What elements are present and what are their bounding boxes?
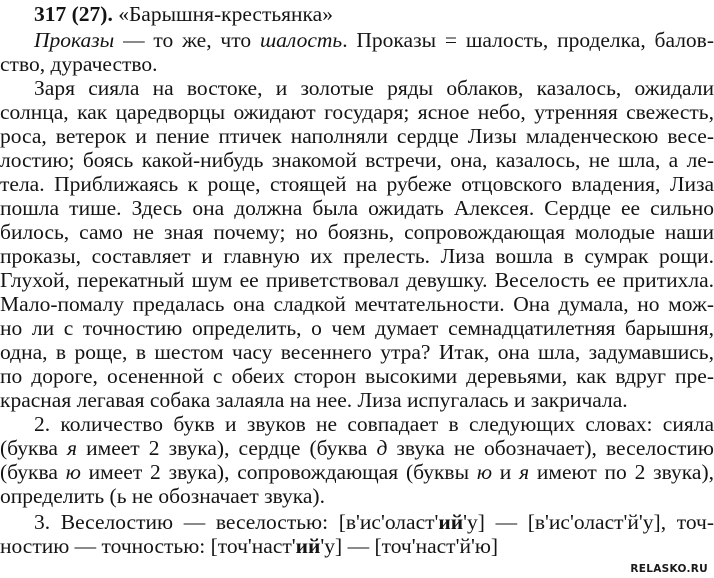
definition-line-1	[34, 28, 714, 52]
text-fragment: (буква	[0, 460, 66, 484]
passage-line: Мало-помалу предалась она сладкой мечтательности. Она думала, но мож-	[0, 292, 714, 316]
text-fragment: имеют по 2 звука),	[529, 460, 714, 484]
exercise-heading	[34, 2, 714, 26]
definition-term: Проказы	[34, 28, 115, 52]
task2-line-4: определить (ь не обозначает звука).	[0, 484, 325, 508]
letter-ya: я	[519, 460, 530, 484]
definition-rest: . Проказы = шалость, проделка, балов-	[342, 28, 714, 52]
passage-line: Заря сияла на востоке, и золотые ряды облаков, казалось, ожидали	[34, 76, 714, 100]
passage-line: солнца, как царедворцы ожидают государя; ясное небо, утренняя свежесть,	[0, 100, 714, 124]
definition-line-2: ство, дурачество.	[0, 52, 158, 76]
exercise-number: 317 (27).	[34, 2, 113, 26]
passage-line: роса, ветерок и пение птичек наполняли сердце Лизы младенческою весе-	[0, 124, 714, 148]
letter-yu: ю	[65, 460, 81, 484]
passage-line: проказы, составляет и главную их прелесть. Лиза вошла в сумрак рощи.	[0, 244, 714, 268]
task2-line-2	[0, 436, 714, 460]
text-fragment: имеет 2 звука), сопровождающая (буквы	[80, 460, 477, 484]
text-fragment: (буква	[0, 436, 67, 460]
letter-d: д	[376, 436, 388, 460]
passage-line: Глухой, перекатный шум ее приветствовал девушку. Веселость ее притихла.	[0, 268, 714, 292]
passage-line: тела. Приближаясь к роще, стоящей на рубеже отцовского владения, Лиза	[0, 172, 714, 196]
text-fragment: ностию — точностью: [точ'наст'	[0, 534, 296, 558]
passage-line: лостию; боясь какой-нибудь знакомой встречи, она, казалось, не шла, а ле-	[0, 148, 714, 172]
letter-ya: я	[66, 436, 77, 460]
letter-yu: ю	[476, 460, 492, 484]
transcription-highlight: ий	[295, 534, 321, 558]
passage-line: красная легавая собака залаяла на нее. Лиза испугалась и закричала.	[0, 388, 628, 412]
definition-dash: — то же, что	[114, 28, 260, 52]
text-fragment: 3. Веселостию — веселостью: [в'ис'оласт'	[34, 510, 439, 534]
watermark-logo: RELASKO.RU	[630, 563, 708, 575]
passage-line: по дороге, осененной с обеих сторон высокими деревьями, как вдруг пре-	[0, 364, 714, 388]
text-fragment: звука не обозначает), веселостию	[387, 436, 714, 460]
passage-line: билось, само не зная почему; но боязнь, сопровождающая молодые наши	[0, 220, 714, 244]
passage-line: одна, в роще, в шестом часу весеннего утра? Итак, она шла, задумавшись,	[0, 340, 714, 364]
passage-line: но ли с точностию определить, о чем думает семнадцатилетняя барышня,	[0, 316, 714, 340]
text-fragment: 'у] — [точ'наст'й'ю]	[320, 534, 499, 558]
task3-line-2	[0, 534, 714, 558]
text-fragment: 'у] — [в'ис'оласт'й'у], точ-	[463, 510, 714, 534]
transcription-highlight: ий	[438, 510, 464, 534]
text-fragment: имеет 2 звука), сердце (буква	[76, 436, 377, 460]
task2-line-3	[0, 460, 714, 484]
definition-synonym: шалость	[259, 28, 343, 52]
exercise-title: «Барышня-крестьянка»	[118, 2, 333, 26]
task3-line-1	[34, 510, 714, 534]
task2-line-1: 2. количество букв и звуков не совпадает в следующих словах: сияла	[34, 412, 714, 436]
text-fragment: и	[492, 460, 520, 484]
passage-line: пошла тише. Здесь она должна была ожидать Алексея. Сердце ее сильно	[0, 196, 714, 220]
